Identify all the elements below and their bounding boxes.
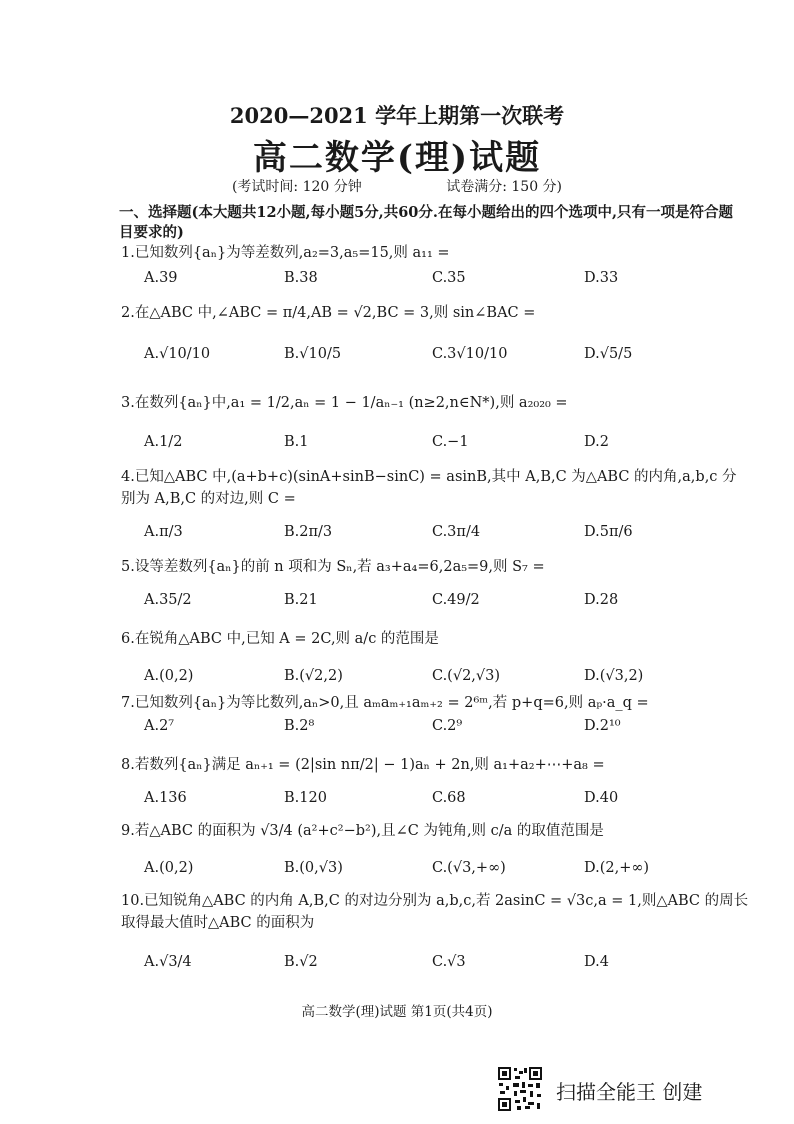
option-d: D.28 [584, 592, 619, 608]
option-b: B.1 [284, 434, 309, 450]
question-stem: 4.已知△ABC 中,(a+b+c)(sinA+sinB−sinC) = asinB,其中 A,B,C 为△ABC 的内角,a,b,c 分别为 A,B,C 的对边,则 C = [121, 469, 737, 507]
exam-term: 2020—2021 学年上期第一次联考 [229, 103, 565, 128]
option-c: C.(√3,+∞) [432, 860, 506, 876]
exam-title: 高二数学(理)试题 [252, 138, 542, 178]
option-a: A.(0,2) [144, 668, 194, 684]
option-b: B.21 [284, 592, 318, 608]
option-c: C.√3 [432, 954, 466, 970]
question-stem: 6.在锐角△ABC 中,已知 A = 2C,则 a/c 的范围是 [121, 631, 439, 647]
option-c: C.3√10/10 [432, 346, 508, 362]
exam-score: 试卷满分: 150 分) [446, 179, 563, 195]
option-c: C.−1 [432, 434, 469, 450]
question-stem: 3.在数列{aₙ}中,a₁ = 1/2,aₙ = 1 − 1/aₙ₋₁ (n≥2,n∈N*),则 a₂₀₂₀ = [121, 395, 568, 411]
option-b: B.120 [284, 790, 327, 806]
option-b: B.√2 [284, 954, 318, 970]
option-a: A.2⁷ [144, 718, 175, 734]
option-a: A.√3/4 [144, 954, 192, 970]
option-b: B.2π/3 [284, 524, 333, 540]
option-c: C.35 [432, 270, 466, 286]
option-d: D.(√3,2) [584, 668, 644, 684]
scanner-watermark: 扫描全能王 创建 [556, 1080, 703, 1104]
option-b: B.√10/5 [284, 346, 342, 362]
option-a: A.(0,2) [144, 860, 194, 876]
question-stem: 8.若数列{aₙ}满足 aₙ₊₁ = (2|sin nπ/2| − 1)aₙ + 2n,则 a₁+a₂+⋯+a₈ = [121, 757, 605, 773]
option-d: D.4 [584, 954, 609, 970]
option-c: C.49/2 [432, 592, 480, 608]
question-stem: 5.设等差数列{aₙ}的前 n 项和为 Sₙ,若 a₃+a₄=6,2a₅=9,则 S₇ = [121, 559, 545, 575]
option-c: C.2⁹ [432, 718, 463, 734]
exam-time: (考试时间: 120 分钟 [231, 179, 362, 195]
option-b: B.38 [284, 270, 318, 286]
option-d: D.5π/6 [584, 524, 633, 540]
option-c: C.(√2,√3) [432, 668, 501, 684]
exam-meta [0, 176, 794, 196]
page-footer: 高二数学(理)试题 第1页(共4页) [301, 1004, 493, 1020]
question-stem: 1.已知数列{aₙ}为等差数列,a₂=3,a₅=15,则 a₁₁ = [121, 245, 450, 261]
option-a: A.136 [144, 790, 187, 806]
question-stem: 9.若△ABC 的面积为 √3/4 (a²+c²−b²),且∠C 为钝角,则 c/a 的取值范围是 [121, 823, 604, 839]
option-a: A.39 [144, 270, 178, 286]
option-a: A.√10/10 [144, 346, 211, 362]
option-d: D.33 [584, 270, 619, 286]
option-b: B.(√2,2) [284, 668, 343, 684]
option-b: B.(0,√3) [284, 860, 343, 876]
option-d: D.√5/5 [584, 346, 633, 362]
question-stem: 10.已知锐角△ABC 的内角 A,B,C 的对边分别为 a,b,c,若 2asinC = √3c,a = 1,则△ABC 的周长取得最大值时△ABC 的面积为 [121, 893, 749, 931]
option-a: A.1/2 [144, 434, 183, 450]
option-d: D.2 [584, 434, 609, 450]
section-heading: 一、选择题(本大题共12小题,每小题5分,共60分.在每小题给出的四个选项中,只有一项是符合题目要求的) [119, 204, 733, 241]
question-stem: 7.已知数列{aₙ}为等比数列,aₙ>0,且 aₘaₘ₊₁aₘ₊₂ = 2⁶ᵐ,若 p+q=6,则 aₚ·a_q = [121, 695, 649, 711]
option-c: C.68 [432, 790, 466, 806]
option-b: B.2⁸ [284, 718, 315, 734]
option-a: A.π/3 [144, 524, 183, 540]
option-c: C.3π/4 [432, 524, 481, 540]
option-d: D.40 [584, 790, 619, 806]
question-stem: 2.在△ABC 中,∠ABC = π/4,AB = √2,BC = 3,则 sin∠BAC = [121, 305, 536, 321]
option-d: D.2¹⁰ [584, 718, 621, 734]
qr-code-icon [497, 1066, 543, 1112]
option-a: A.35/2 [144, 592, 192, 608]
option-d: D.(2,+∞) [584, 860, 650, 876]
